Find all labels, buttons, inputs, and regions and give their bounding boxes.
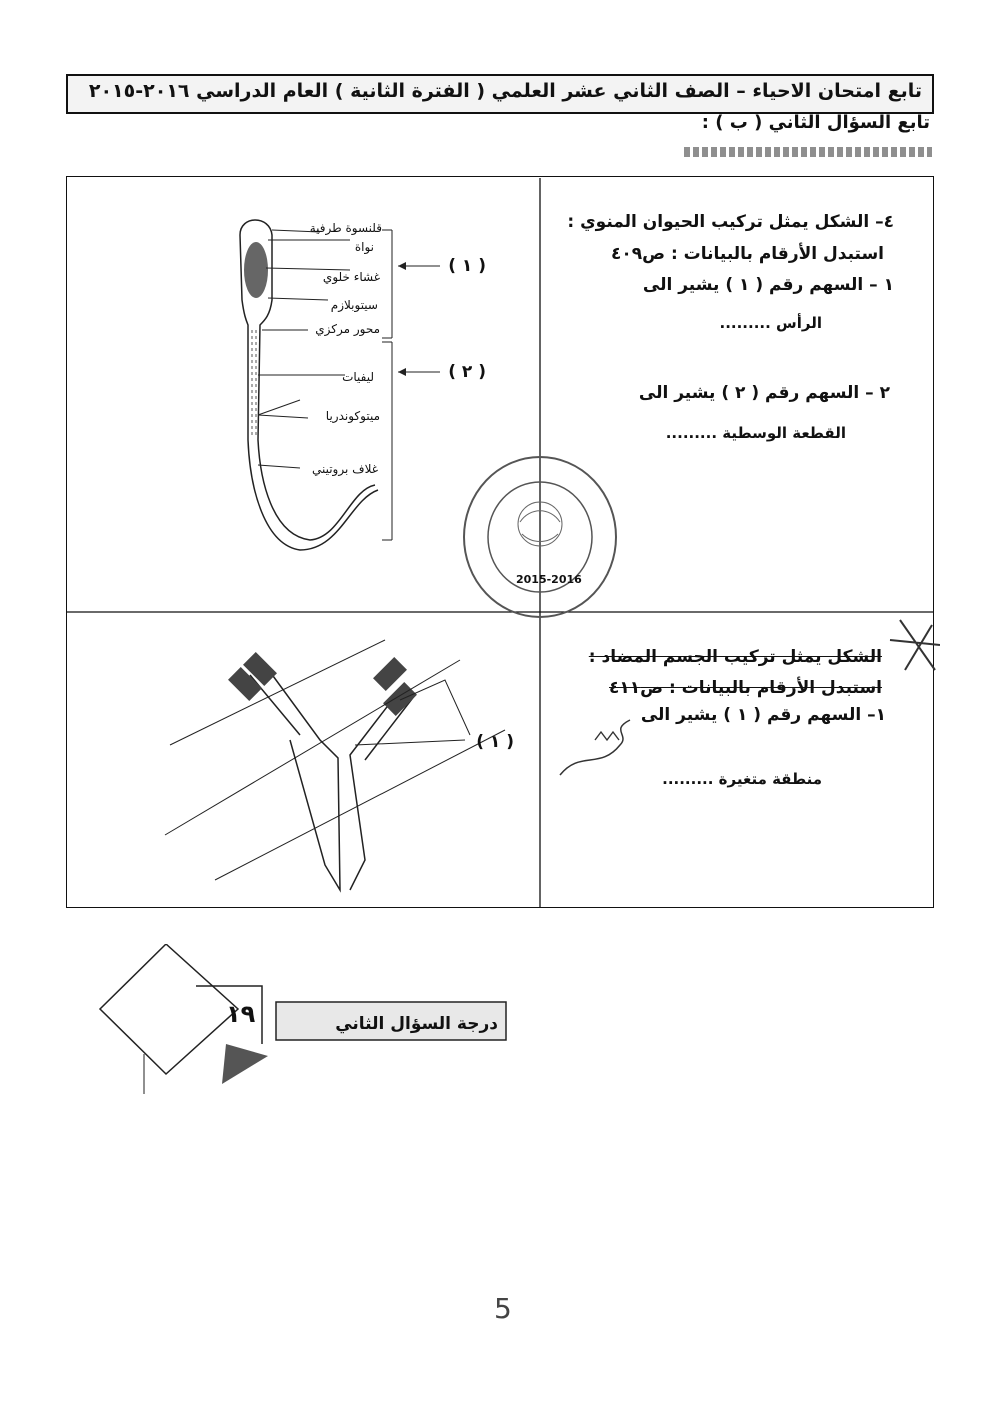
label-mitochondria: ميتوكوندريا (325, 409, 380, 423)
q4-answer2-text: القطعة الوسطية (722, 424, 846, 442)
q4-item2: ٢ – السهم رقم ( ٢ ) يشير الى (638, 383, 890, 403)
question-subtitle: تابع السؤال الثاني ( ب ) : (701, 112, 930, 133)
antibody-arrow1-label: ( ١ ) (476, 732, 514, 752)
q4-answer2 (666, 424, 846, 442)
page-number: 5 (494, 1292, 512, 1325)
label-axial-filament: محور مركزي (315, 322, 380, 336)
label-protein-sheath: غلاف بروتيني (311, 462, 378, 476)
q4-instruction: استبدل الأرقام بالبيانات : ص٤٠٩ (611, 244, 884, 264)
q4-answer2-dots: ......... (665, 424, 718, 442)
label-cell-membrane: غشاء خلوي (322, 270, 380, 284)
q5-title: الشكل يمثل تركيب الجسم المضاد : (588, 647, 882, 667)
label-cytoplasm: سيتوبلازم (330, 298, 378, 312)
official-stamp (460, 452, 620, 622)
sperm-arrow1-label: ( ١ ) (448, 256, 486, 276)
exam-title: تابع امتحان الاحياء – الصف الثاني عشر العلمي ( الفترة الثانية ) العام الدراسي ٢٠١٦-٢٠١٥ (88, 80, 922, 102)
label-fibrils: ليفيات (342, 370, 374, 384)
label-acrosome: قلنسوة طرفية (309, 221, 382, 235)
q4-answer1-text: الرأس (776, 314, 822, 332)
q5-answer1-text: منطقة متغيرة (718, 770, 822, 788)
antibody-diagram (150, 620, 540, 900)
sperm-arrow2-label: ( ٢ ) (448, 362, 486, 382)
grader-marks (540, 600, 940, 820)
score-label: درجة السؤال الثاني (335, 1014, 498, 1034)
score-value: ١٩ (226, 1000, 256, 1028)
q5-item1: ١– السهم رقم ( ١ ) يشير الى (640, 705, 886, 725)
q4-answer1 (720, 314, 822, 332)
q4-item1: ١ – السهم رقم ( ١ ) يشير الى (642, 275, 894, 295)
stamp-years: 2015-2016 (516, 573, 582, 586)
q4-answer1-dots: ......... (719, 314, 771, 332)
q5-instruction: استبدل الأرقام بالبيانات : ص٤١١ (609, 678, 882, 698)
label-nucleus: نواة (354, 240, 374, 254)
q5-answer1-dots: ......... (662, 770, 714, 788)
q4-title: ٤– الشكل يمثل تركيب الحيوان المنوي : (567, 212, 894, 232)
